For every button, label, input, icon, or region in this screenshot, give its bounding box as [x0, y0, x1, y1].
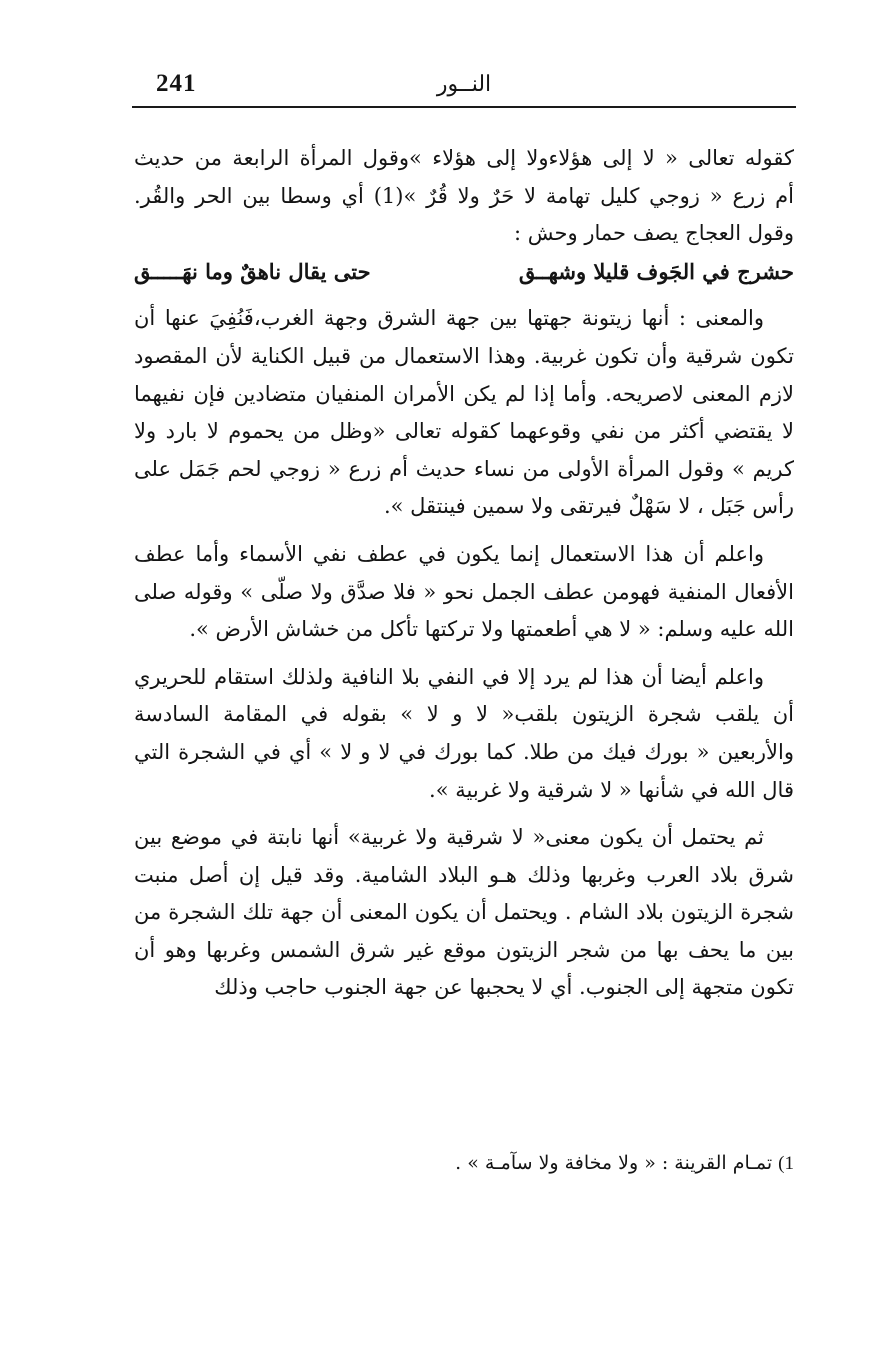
page-number: 241: [156, 70, 197, 97]
main-text: [134, 140, 794, 1007]
poem-hemistich-2: حتى يقال ناهقٌ وما نهَـــــق: [134, 258, 371, 284]
footnote: [134, 1148, 794, 1179]
page-header: [132, 66, 796, 108]
footnote-number: 1): [778, 1153, 794, 1174]
paragraph-3: واعلم أن هذا الاستعمال إنما يكون في عطف نفي الأسماء وأما عطف الأفعال المنفية فهومن عطف الجمل نحو « فلا صدَّق ولا صلّى » وقوله صلى الله عليه وسلم: « لا هي أطعمتها ولا تركتها تأكل من خشاش الأرض ».: [134, 541, 794, 642]
poem-verse: [134, 253, 794, 291]
paragraph-2: والمعنى : أنها زيتونة جهتها بين جهة الشرق وجهة الغرب،فَنُفِيَ عنها أن تكون شرقية وأن تكون غربية. وهذا الاستعمال من قبيل الكناية لأن المقصود لازم المعنى لاصريحه. وأما إذا لم يكن الأمران المنفيان متضادين فإن نفيهما لا يقتضي أكثر من نفي وقوعهما كقوله تعالى «وظل من يحموم لا بارد ولا كريم » وقول المرأة الأولى من نساء حديث أم زرع « زوجي لحم جَمَل على رأس جَبَل ، لا سَهْلٌ فيرتقى ولا سمين فينتقل ».: [134, 306, 794, 519]
paragraph-1-line-1: كقوله تعالى « لا إلى هؤلاءولا إلى هؤلاء »وقول المرأة الرابعة من حديث: [134, 146, 794, 170]
poem-hemistich-1: حشرج في الجَوف قليلا وشهــق: [518, 258, 794, 284]
running-head: النــور: [436, 72, 492, 97]
paragraph-1-line-3: وقول العجاج يصف حمار وحش :: [514, 221, 794, 246]
paragraph-5: ثم يحتمل أن يكون معنى« لا شرقية ولا غربية» أنها نابتة في موضع بين شرق بلاد العرب وغربها وذلك هـو البلاد الشامية. وقد قيل إن أصل منبت شجرة الزيتون بلاد الشام . ويحتمل أن يكون المعنى أن جهة تلك الشجرة من بين ما يحف بها من شجر الزيتون موقع غير شرق الشمس وغربها وهو أن تكون متجهة إلى الجنوب. أي لا يحجبها عن جهة الجنوب حاجب وذلك: [134, 825, 794, 1000]
paragraph-1-line-2: أم زرع « زوجي كليل تهامة لا حَرٌ ولا قُرٌ »(1) أي وسطا بين الحر والقُر.: [134, 183, 794, 208]
paragraph-4: واعلم أيضا أن هذا لم يرد إلا في النفي بلا النافية ولذلك استقام للحريري أن يلقب شجرة الزيتون بلقب« لا و لا » بقوله في المقامة السادسة والأربعين « بورك فيك من طلا. كما بورك في لا و لا » أي في الشجرة التي قال الله في شأنها « لا شرقية ولا غربية ».: [134, 664, 794, 802]
footnote-text: تمـام القرينة : « ولا مخافة ولا سآمـة » .: [455, 1152, 773, 1174]
